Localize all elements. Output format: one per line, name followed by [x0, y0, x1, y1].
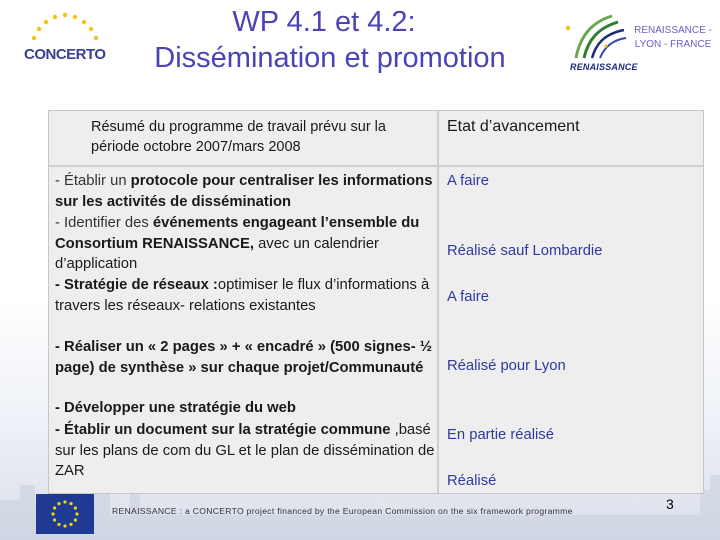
task-item: - Développer une stratégie du web	[55, 400, 296, 416]
table-header-left	[49, 111, 439, 167]
page-title-line1: WP 4.1 et 4.2:	[232, 6, 416, 38]
page-title-line2: Dissémination et promotion	[154, 42, 506, 74]
task-item: - Identifier des événements engageant l’ensemble du Consortium RENAISSANCE, avec un calendrier d’application	[55, 215, 420, 272]
page-number: 3	[666, 496, 674, 512]
status-column	[439, 167, 703, 493]
eu-flag-icon	[36, 494, 94, 534]
task-item: - Établir un document sur la stratégie commune ,basé sur les plans de com du GL et le plan de dissémination de ZAR	[55, 422, 435, 479]
table-header-right	[439, 111, 703, 167]
renaissance-wordmark: RENAISSANCE	[570, 62, 638, 72]
status-text: A faire	[447, 173, 489, 189]
corner-location-text: RENAISSANCE - LYON - FRANCE	[634, 25, 712, 50]
footer-text: RENAISSANCE : a CONCERTO project financed by the European Commission on the six framework programme	[112, 506, 573, 516]
task-column	[49, 167, 439, 493]
renaissance-logo	[560, 10, 638, 76]
task-item: - Stratégie de réseaux :optimiser le flux d’informations à travers les réseaux- relations existantes	[55, 277, 430, 314]
renaissance-swoosh-icon	[560, 10, 632, 64]
concerto-wordmark: CONCERTO	[24, 46, 106, 63]
header-left-label: Résumé du programme de travail prévu sur la période octobre 2007/mars 2008	[91, 119, 386, 155]
status-text: En partie réalisé	[447, 427, 554, 443]
status-text: Réalisé	[447, 473, 497, 489]
status-text: A faire	[447, 289, 489, 305]
task-item: - Établir un protocole pour centraliser les informations sur les activités de dissémination	[55, 173, 433, 210]
status-text: Réalisé sauf Lombardie	[447, 243, 603, 259]
work-programme-table	[48, 110, 704, 494]
status-text: Réalisé pour Lyon	[447, 358, 566, 374]
header-right-label: Etat d’avancement	[447, 118, 580, 135]
task-item: - Réaliser un « 2 pages » + « encadré » (500 signes- ½ page) de synthèse » sur chaque projet/Communauté	[55, 339, 433, 376]
